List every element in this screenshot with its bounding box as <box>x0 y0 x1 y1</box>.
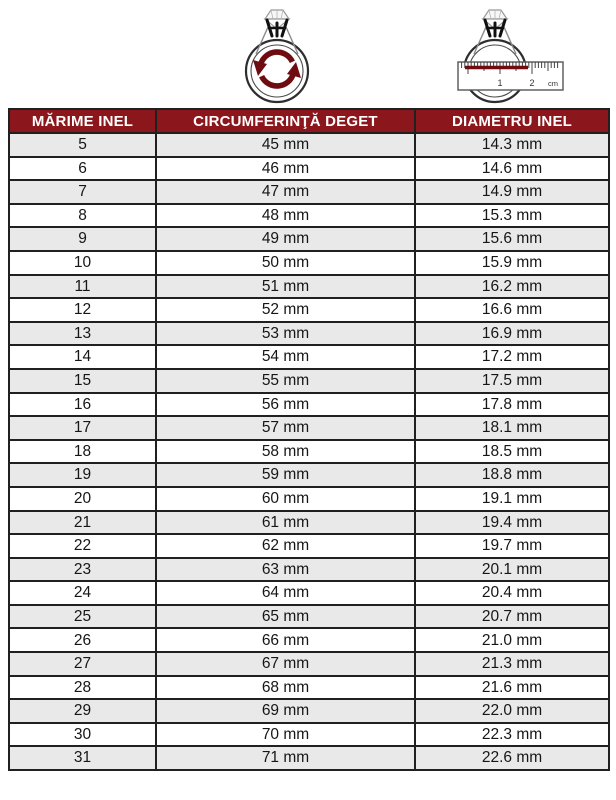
finger-circumference-cell: 45 mm <box>156 133 415 157</box>
finger-circumference-cell: 48 mm <box>156 204 415 228</box>
table-row <box>9 322 609 346</box>
table-row <box>9 534 609 558</box>
table-row <box>9 227 609 251</box>
ring-size-cell: 17 <box>9 416 156 440</box>
table-row <box>9 558 609 582</box>
ring-diameter-cell: 22.0 mm <box>415 699 609 723</box>
finger-circumference-cell: 46 mm <box>156 157 415 181</box>
table-row <box>9 463 609 487</box>
ring-diameter-cell: 15.6 mm <box>415 227 609 251</box>
header-ring-diameter: DIAMETRU INEL <box>415 109 609 133</box>
finger-circumference-cell: 60 mm <box>156 487 415 511</box>
table-row <box>9 605 609 629</box>
finger-circumference-cell: 64 mm <box>156 581 415 605</box>
table-row <box>9 699 609 723</box>
finger-circumference-cell: 52 mm <box>156 298 415 322</box>
finger-circumference-cell: 70 mm <box>156 723 415 747</box>
finger-circumference-cell: 69 mm <box>156 699 415 723</box>
ring-size-cell: 11 <box>9 275 156 299</box>
ring-size-cell: 9 <box>9 227 156 251</box>
finger-circumference-cell: 53 mm <box>156 322 415 346</box>
finger-circumference-cell: 56 mm <box>156 393 415 417</box>
finger-circumference-cell: 68 mm <box>156 676 415 700</box>
ring-diameter-cell: 18.8 mm <box>415 463 609 487</box>
ring-diameter-cell: 19.4 mm <box>415 511 609 535</box>
table-row <box>9 157 609 181</box>
table-row <box>9 393 609 417</box>
finger-circumference-cell: 59 mm <box>156 463 415 487</box>
ruler-tick-label-2: 2 <box>529 78 535 88</box>
ring-size-cell: 30 <box>9 723 156 747</box>
circumference-ring-illustration <box>222 6 332 108</box>
finger-circumference-cell: 54 mm <box>156 345 415 369</box>
finger-circumference-cell: 49 mm <box>156 227 415 251</box>
ring-size-cell: 12 <box>9 298 156 322</box>
ring-diameter-cell: 16.2 mm <box>415 275 609 299</box>
ring-diameter-cell: 15.3 mm <box>415 204 609 228</box>
ring-diameter-cell: 21.6 mm <box>415 676 609 700</box>
table-row <box>9 652 609 676</box>
finger-circumference-cell: 66 mm <box>156 628 415 652</box>
ring-size-cell: 29 <box>9 699 156 723</box>
ring-size-cell: 25 <box>9 605 156 629</box>
rotation-arrows-icon <box>253 52 301 86</box>
ring-diameter-cell: 22.3 mm <box>415 723 609 747</box>
table-row <box>9 511 609 535</box>
finger-circumference-cell: 63 mm <box>156 558 415 582</box>
ring-size-cell: 19 <box>9 463 156 487</box>
table-row <box>9 298 609 322</box>
table-row <box>9 369 609 393</box>
ring-size-cell: 31 <box>9 746 156 770</box>
table-row <box>9 487 609 511</box>
ring-size-cell: 13 <box>9 322 156 346</box>
size-table-body <box>9 133 609 770</box>
ring-diameter-cell: 18.1 mm <box>415 416 609 440</box>
ring-size-cell: 10 <box>9 251 156 275</box>
table-row <box>9 345 609 369</box>
ring-size-cell: 20 <box>9 487 156 511</box>
ring-diameter-cell: 22.6 mm <box>415 746 609 770</box>
ring-size-cell: 8 <box>9 204 156 228</box>
table-row <box>9 628 609 652</box>
ring-size-cell: 22 <box>9 534 156 558</box>
ring-size-cell: 26 <box>9 628 156 652</box>
table-row <box>9 204 609 228</box>
table-row <box>9 581 609 605</box>
ring-size-cell: 6 <box>9 157 156 181</box>
ring-diameter-cell: 19.1 mm <box>415 487 609 511</box>
table-row <box>9 251 609 275</box>
ring-size-cell: 5 <box>9 133 156 157</box>
ring-size-cell: 28 <box>9 676 156 700</box>
ring-diameter-cell: 20.1 mm <box>415 558 609 582</box>
ring-size-cell: 15 <box>9 369 156 393</box>
ring-diameter-cell: 14.9 mm <box>415 180 609 204</box>
table-row <box>9 746 609 770</box>
diameter-ring-illustration <box>438 6 572 108</box>
finger-circumference-cell: 51 mm <box>156 275 415 299</box>
ring-diameter-cell: 16.6 mm <box>415 298 609 322</box>
finger-circumference-cell: 67 mm <box>156 652 415 676</box>
finger-circumference-cell: 62 mm <box>156 534 415 558</box>
ring-diameter-cell: 17.8 mm <box>415 393 609 417</box>
ring-diameter-cell: 14.3 mm <box>415 133 609 157</box>
finger-circumference-cell: 65 mm <box>156 605 415 629</box>
ring-size-cell: 16 <box>9 393 156 417</box>
table-row <box>9 676 609 700</box>
ring-diameter-cell: 15.9 mm <box>415 251 609 275</box>
header-finger-circumference: CIRCUMFERINŢĂ DEGET <box>156 109 415 133</box>
ring-diameter-cell: 20.7 mm <box>415 605 609 629</box>
finger-circumference-cell: 58 mm <box>156 440 415 464</box>
ring-diameter-cell: 18.5 mm <box>415 440 609 464</box>
ring-size-cell: 23 <box>9 558 156 582</box>
ring-diameter-cell: 20.4 mm <box>415 581 609 605</box>
ring-diameter-cell: 17.2 mm <box>415 345 609 369</box>
ring-size-cell: 21 <box>9 511 156 535</box>
table-header-row <box>9 109 609 133</box>
ring-diameter-cell: 21.3 mm <box>415 652 609 676</box>
ring-diameter-cell: 17.5 mm <box>415 369 609 393</box>
ring-size-table <box>8 108 610 771</box>
ring-size-cell: 14 <box>9 345 156 369</box>
finger-circumference-cell: 47 mm <box>156 180 415 204</box>
ring-size-cell: 27 <box>9 652 156 676</box>
table-row <box>9 723 609 747</box>
ring-size-cell: 24 <box>9 581 156 605</box>
finger-circumference-cell: 50 mm <box>156 251 415 275</box>
table-row <box>9 180 609 204</box>
table-row <box>9 275 609 299</box>
finger-circumference-cell: 55 mm <box>156 369 415 393</box>
ring-size-cell: 18 <box>9 440 156 464</box>
table-row <box>9 416 609 440</box>
header-ring-size: MĂRIME INEL <box>9 109 156 133</box>
ring-diameter-cell: 19.7 mm <box>415 534 609 558</box>
ring-diameter-cell: 14.6 mm <box>415 157 609 181</box>
ring-diameter-cell: 16.9 mm <box>415 322 609 346</box>
finger-circumference-cell: 57 mm <box>156 416 415 440</box>
table-row <box>9 440 609 464</box>
ring-size-cell: 7 <box>9 180 156 204</box>
ring-diameter-cell: 21.0 mm <box>415 628 609 652</box>
ruler-unit-label: cm <box>548 79 558 88</box>
ruler-tick-label-1: 1 <box>497 78 503 88</box>
finger-circumference-cell: 61 mm <box>156 511 415 535</box>
table-row <box>9 133 609 157</box>
finger-circumference-cell: 71 mm <box>156 746 415 770</box>
